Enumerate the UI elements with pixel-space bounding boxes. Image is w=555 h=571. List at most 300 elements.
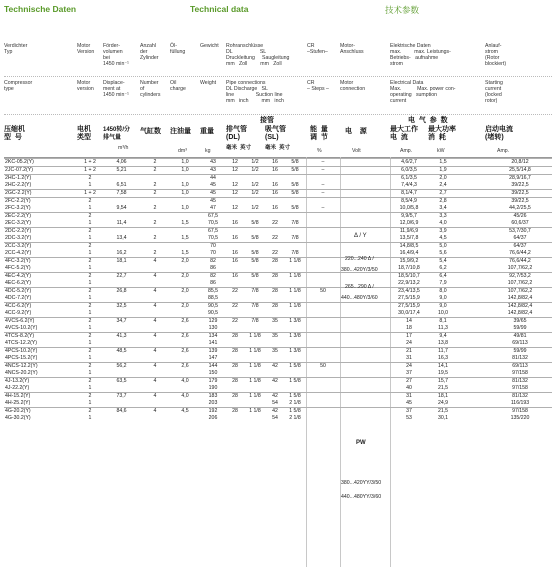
cell-pow: 15,7 [428, 378, 458, 386]
cell-dl [226, 385, 244, 393]
cell-wt: 70,5 [207, 235, 219, 241]
header-zh-weight: 重量 [200, 128, 214, 135]
cell-sl [266, 295, 284, 303]
cell-sli: 1 5/8 [284, 393, 306, 401]
cell-start: 116/193 [510, 400, 530, 406]
cell-cyl: 2 [153, 250, 157, 256]
cell-disp: 5,21 [103, 167, 140, 175]
cell-model: 2CC-3.2(Y) [4, 243, 77, 251]
cell-spacer [458, 190, 488, 198]
cell-disp: 63,5 [103, 378, 140, 386]
cell-sli: 5/8 [291, 182, 299, 188]
cell-motor [340, 167, 390, 175]
cell-sli: 1 3/8 [284, 318, 306, 326]
cell-oil [170, 295, 200, 303]
cell-cr [306, 333, 340, 341]
cell-cr: 50 [306, 363, 340, 371]
cell-disp: 22,7 [103, 273, 140, 281]
header-zh-pipe: 接管 [260, 117, 274, 124]
cell-disp [103, 325, 140, 333]
cell-sl: 42 [266, 363, 284, 371]
cell-motor [340, 175, 390, 183]
cell-sli [284, 228, 306, 236]
header-zh-motor: 电 源 [345, 128, 367, 135]
header-de-cr: CR –Stufen– [307, 43, 328, 55]
cell-dl: 28 [226, 378, 244, 386]
cell-dl [226, 370, 244, 378]
cell-spacer [458, 385, 488, 393]
cell-pow: 14,1 [428, 363, 458, 371]
header-zh-max-power: 最大功率 消 耗 [428, 126, 456, 141]
cell-sli: 1 3/8 [284, 333, 306, 341]
cell-sl: 22 [272, 220, 278, 226]
cell-sl: 28 [266, 258, 284, 266]
header-zh-max-current: 最大工作 电 流 [390, 126, 418, 141]
table-row [4, 385, 552, 393]
cell-wt: 192 [200, 408, 226, 416]
cell-start: 39/22,5 [488, 198, 552, 206]
table-row [4, 370, 552, 378]
cell-dli [244, 370, 266, 378]
table-row [4, 318, 552, 326]
cell-start: 59/99 [513, 325, 527, 331]
cell-cyl [140, 385, 170, 393]
cell-cyl [140, 310, 170, 318]
cell-cyl: 4 [140, 378, 170, 386]
cell-cur: 15,9/9,2 [390, 258, 428, 266]
cell-dl [226, 295, 244, 303]
cell-cr [306, 265, 340, 273]
cell-disp: 7,58 [103, 190, 140, 198]
cell-sl: 22 [272, 250, 278, 256]
cell-wt: 45 [200, 198, 226, 206]
cell-cr [306, 370, 340, 378]
cell-sli: 7/8 [291, 250, 299, 256]
cell-cr [306, 378, 340, 386]
header-en-oil: Oil charge [170, 80, 186, 92]
cell-motor [340, 213, 390, 221]
cell-pow: 9,0 [439, 295, 447, 301]
table-row [4, 167, 552, 175]
header-de-version: Motor Version [77, 43, 95, 55]
cell-pow: 11,7 [428, 348, 458, 356]
cell-wt: 82 [200, 273, 226, 281]
cell-dl: 22 [226, 303, 244, 311]
cell-dl: 16 [232, 220, 238, 226]
cell-ver: 1 + 2 [77, 190, 103, 198]
cell-wt: 130 [208, 325, 218, 331]
cell-model: 4NCS-20.2(Y) [5, 370, 38, 376]
cell-cur: 40 [406, 385, 412, 391]
cell-cr: – [306, 159, 340, 167]
cell-disp: 32,5 [103, 303, 140, 311]
cell-start: 69/113 [512, 340, 528, 346]
unit-displacement: m³/h [118, 145, 129, 151]
cell-wt: 139 [200, 348, 226, 356]
cell-sli: 1 1/8 [284, 258, 306, 266]
cell-dli: 7/8 [244, 303, 266, 311]
cell-start: 28,9/16,7 [488, 175, 552, 183]
cell-cr [306, 393, 340, 401]
cell-cyl: 2 [153, 235, 157, 241]
cell-cur: 22,9/13,2 [398, 280, 420, 286]
unit-current: Amp. [400, 148, 413, 154]
cell-disp: 48,5 [103, 348, 140, 356]
cell-cr [306, 355, 340, 363]
cell-motor [340, 303, 390, 311]
cell-pow: 6,4 [428, 273, 458, 281]
table-row [4, 175, 552, 183]
cell-start: 81/132 [512, 355, 528, 361]
cell-cr [306, 220, 340, 228]
cell-disp: 41,3 [103, 333, 140, 341]
cell-oil: 4,5 [170, 408, 200, 416]
cell-model: 2GC-2.2(Y) [4, 190, 77, 198]
cell-cur: 10,0/5,8 [399, 205, 419, 211]
cell-ver: 1 [88, 415, 92, 421]
cell-disp [103, 400, 140, 408]
cell-cyl: 4 [140, 318, 170, 326]
compressor-table [4, 158, 552, 422]
cell-model: 4EC-4.2(Y) [4, 273, 77, 281]
cell-cyl [140, 243, 170, 251]
cell-disp [103, 213, 140, 221]
cell-wt: 43 [200, 167, 226, 175]
cell-pow: 16,3 [437, 355, 449, 361]
cell-sl: 22 [272, 235, 278, 241]
cell-oil: 1,0 [170, 167, 200, 175]
cell-cur: 17 [390, 333, 428, 341]
cell-oil: 2,0 [170, 288, 200, 296]
cell-dl [226, 415, 244, 422]
motor-pw: PW [356, 440, 366, 446]
cell-ver: 1 [88, 280, 92, 286]
cell-sl: 16 [272, 205, 278, 211]
cell-dli [244, 265, 266, 273]
cell-dl [226, 228, 244, 236]
cell-cyl [140, 325, 170, 333]
cell-dl [226, 400, 244, 408]
cell-pow: 19,5 [437, 370, 449, 376]
cell-spacer [458, 220, 488, 228]
cell-dl [226, 175, 244, 183]
cell-wt: 47 [210, 205, 216, 211]
cell-wt: 85,5 [200, 288, 226, 296]
cell-wt: 43 [200, 159, 226, 167]
cell-disp: 16,2 [116, 250, 127, 256]
cell-model: 4CC-6.2(Y) [4, 303, 77, 311]
cell-dl: 16 [226, 258, 244, 266]
cell-dli: 5/8 [244, 273, 266, 281]
cell-sli [284, 340, 306, 348]
table-row [4, 228, 552, 236]
cell-cr [306, 213, 340, 221]
cell-spacer [458, 258, 488, 266]
cell-start: 44,2/25,5 [509, 205, 531, 211]
cell-dl: 28 [226, 363, 244, 371]
cell-disp: 13,4 [116, 235, 127, 241]
cell-motor [340, 378, 390, 386]
cell-model: 2HC-1.2(Y) [4, 175, 77, 183]
cell-sli [284, 213, 306, 221]
cell-motor [340, 243, 390, 251]
cell-spacer [458, 295, 488, 303]
cell-disp: 18,1 [103, 258, 140, 266]
cell-pow: 2,7 [428, 190, 458, 198]
cell-cur: 4,6/2,7 [390, 159, 428, 167]
cell-spacer [458, 213, 488, 221]
cell-dl [226, 280, 244, 288]
cell-start: 142,8/82,4 [507, 310, 533, 316]
cell-model: 2KC-05.2(Y) [4, 159, 77, 167]
cell-pow: 30,1 [437, 415, 449, 421]
cell-spacer [458, 175, 488, 183]
cell-dli: 1 1/8 [244, 378, 266, 386]
cell-wt: 147 [208, 355, 218, 361]
cell-ver: 2 [77, 318, 103, 326]
cell-ver: 1 [88, 370, 92, 376]
cell-sli [284, 325, 306, 333]
cell-start: 142,8/82,4 [507, 295, 533, 301]
cell-cr [306, 340, 340, 348]
cell-wt: 203 [208, 400, 218, 406]
cell-motor [340, 370, 390, 378]
cell-dl: 16 [232, 250, 238, 256]
cell-ver: 2 [77, 363, 103, 371]
cell-wt: 70 [200, 243, 226, 251]
cell-spacer [458, 333, 488, 341]
cell-cyl: 4 [140, 273, 170, 281]
table-row [4, 182, 552, 190]
cell-sli: 1 1/8 [284, 273, 306, 281]
header-en-electrical: Electrical Data Max. Max. power con- operating sumption current [390, 80, 456, 104]
cell-dl: 16 [226, 273, 244, 281]
cell-disp [103, 280, 140, 288]
cell-oil: 1,5 [181, 250, 189, 256]
cell-ver: 1 [88, 182, 92, 188]
cell-spacer [458, 228, 488, 236]
cell-model: 2JC-07.2(Y) [4, 167, 77, 175]
cell-sl: 16 [266, 159, 284, 167]
cell-wt: 183 [200, 393, 226, 401]
cell-model: 4DC-5.2(Y) [4, 288, 77, 296]
cell-cr: – [306, 190, 340, 198]
cell-dli [244, 280, 266, 288]
cell-wt: 90,5 [207, 310, 219, 316]
cell-sli: 1 5/8 [284, 363, 306, 371]
cell-dli [244, 340, 266, 348]
cell-model: 2DC-2.2(Y) [4, 228, 77, 236]
header-zh-sl: 吸气管 (SL) [265, 126, 286, 141]
cell-pow: 21,5 [437, 385, 449, 391]
cell-dl: 28 [226, 333, 244, 341]
cell-dli [244, 228, 266, 236]
cell-spacer [458, 415, 488, 422]
table-row [4, 213, 552, 221]
cell-disp: 34,7 [103, 318, 140, 326]
cell-sli: 1 5/8 [284, 408, 306, 416]
cell-ver: 2 [77, 175, 103, 183]
cell-wt: 86 [210, 265, 216, 271]
cell-dli [244, 385, 266, 393]
cell-dl [226, 198, 244, 206]
cell-start: 97/158 [512, 385, 528, 391]
unit-motor: Volt [352, 148, 361, 154]
table-row [4, 190, 552, 198]
cell-motor [340, 348, 390, 356]
cell-sli [284, 198, 306, 206]
cell-sl [266, 265, 284, 273]
cell-start: 107,7/62,2 [507, 265, 533, 271]
cell-dli: 7/8 [244, 318, 266, 326]
cell-start: 25,5/14,8 [488, 167, 552, 175]
cell-dl: 22 [226, 288, 244, 296]
header-en-start: Starting current (locked rotor) [485, 80, 503, 104]
cell-cyl [140, 370, 170, 378]
unit-weight: kg [205, 148, 211, 154]
header-zh-oil: 注油量 [170, 128, 191, 135]
header-zh-mm-inch-dl: 毫米 英寸 [226, 145, 252, 151]
cell-dl: 28 [226, 348, 244, 356]
cell-motor [340, 198, 390, 206]
cell-cr [306, 385, 340, 393]
cell-model: 4VCS-10.2(Y) [5, 325, 38, 331]
divider [4, 76, 552, 77]
cell-sli [284, 280, 306, 288]
cell-oil [170, 243, 200, 251]
cell-spacer [458, 288, 488, 296]
cell-sli [284, 265, 306, 273]
cell-model: 4G-30.2(Y) [5, 415, 31, 421]
cell-model: 4H-25.2(Y) [5, 400, 31, 406]
cell-sl: 28 [266, 303, 284, 311]
cell-sli: 5/8 [291, 205, 299, 211]
cell-disp: 6,51 [116, 182, 127, 188]
cell-ver: 1 [88, 385, 92, 391]
cell-disp [103, 243, 140, 251]
cell-oil [170, 280, 200, 288]
cell-start: 135/220 [510, 415, 530, 421]
cell-cyl: 2 [153, 182, 157, 188]
cell-ver: 1 [88, 325, 92, 331]
cell-wt: 45 [210, 182, 216, 188]
cell-start: 97/158 [488, 408, 552, 416]
cell-sl: 16 [272, 182, 278, 188]
cell-wt: 45 [200, 190, 226, 198]
cell-oil: 2,0 [170, 258, 200, 266]
cell-sl [266, 213, 284, 221]
table-row [4, 250, 552, 258]
motor-delta-y: Δ / Y [354, 233, 367, 239]
cell-ver: 2 [77, 393, 103, 401]
cell-dli: 5/8 [251, 220, 259, 226]
cell-dli [244, 175, 266, 183]
cell-ver: 2 [77, 408, 103, 416]
cell-dl [226, 265, 244, 273]
cell-spacer [458, 340, 488, 348]
cell-pow: 18,1 [428, 393, 458, 401]
header-zh-cylinders: 气缸数 [140, 128, 161, 135]
cell-dli [244, 295, 266, 303]
cell-cur: 45 [406, 400, 412, 406]
cell-spacer [458, 265, 488, 273]
motor-voltage-1: 220...240 Δ / [345, 256, 374, 262]
cell-cyl: 4 [140, 258, 170, 266]
cell-start: 39/22,5 [488, 190, 552, 198]
cell-dli: 1 1/8 [244, 363, 266, 371]
cell-cyl: 4 [140, 333, 170, 341]
cell-cyl: 4 [140, 408, 170, 416]
cell-ver: 2 [77, 228, 103, 236]
cell-pow: 1,9 [428, 167, 458, 175]
cell-dli: 5/8 [244, 258, 266, 266]
cell-sl: 16 [266, 167, 284, 175]
cell-ver: 2 [77, 303, 103, 311]
cell-dl: 22 [226, 318, 244, 326]
table-row [4, 243, 552, 251]
cell-model: 2CC-4.2(Y) [5, 250, 32, 256]
cell-ver: 2 [77, 258, 103, 266]
cell-sli: 1 1/8 [284, 288, 306, 296]
cell-oil [170, 198, 200, 206]
cell-pow: 1,5 [428, 159, 458, 167]
cell-dli: 1/2 [251, 182, 259, 188]
cell-model: 2EC-2.2(Y) [4, 213, 77, 221]
cell-cr [306, 408, 340, 416]
cell-motor [340, 220, 390, 228]
cell-cr [306, 348, 340, 356]
cell-ver: 2 [77, 273, 103, 281]
cell-spacer [458, 325, 488, 333]
cell-spacer [458, 235, 488, 243]
header-en-pipe: Pipe connections DL Discharge SL line Suction line mm inch mm inch [226, 80, 284, 104]
cell-oil [170, 175, 200, 183]
cell-start: 81/132 [488, 378, 552, 386]
cell-model: 4PCS-10.2(Y) [4, 348, 77, 356]
header-zh-mm-inch-sl: 毫米 英寸 [265, 145, 291, 151]
cell-wt: 134 [200, 333, 226, 341]
cell-cur: 8,1/4,7 [390, 190, 428, 198]
cell-cur: 9,9/5,7 [390, 213, 428, 221]
cell-motor [340, 318, 390, 326]
cell-wt: 67,5 [200, 213, 226, 221]
header-de-type: Verdichter Typ [4, 43, 28, 55]
cell-dl: 12 [226, 167, 244, 175]
unit-start: Amp. [497, 148, 510, 154]
cell-start: 64/37 [488, 243, 552, 251]
cell-model: 4EC-6.2(Y) [5, 280, 31, 286]
cell-model: 2HC-2.2(Y) [5, 182, 32, 188]
cell-pow: 10,0 [437, 310, 449, 316]
cell-disp: 4,06 [103, 159, 140, 167]
cell-start: 81/132 [488, 393, 552, 401]
cell-dli [244, 400, 266, 408]
cell-wt: 129 [200, 318, 226, 326]
cell-sl [266, 370, 284, 378]
cell-dli [244, 243, 266, 251]
cell-sli: 2 1/8 [289, 415, 301, 421]
table-row [4, 415, 552, 422]
motor-voltage-4: 440...480Y/3/60 [341, 295, 378, 301]
cell-disp [103, 415, 140, 422]
cell-motor [340, 182, 390, 190]
cell-disp: 84,6 [103, 408, 140, 416]
cell-cur: 24 [406, 340, 412, 346]
cell-cyl [140, 340, 170, 348]
cell-disp [103, 385, 140, 393]
cell-cyl [140, 295, 170, 303]
cell-sli [284, 243, 306, 251]
